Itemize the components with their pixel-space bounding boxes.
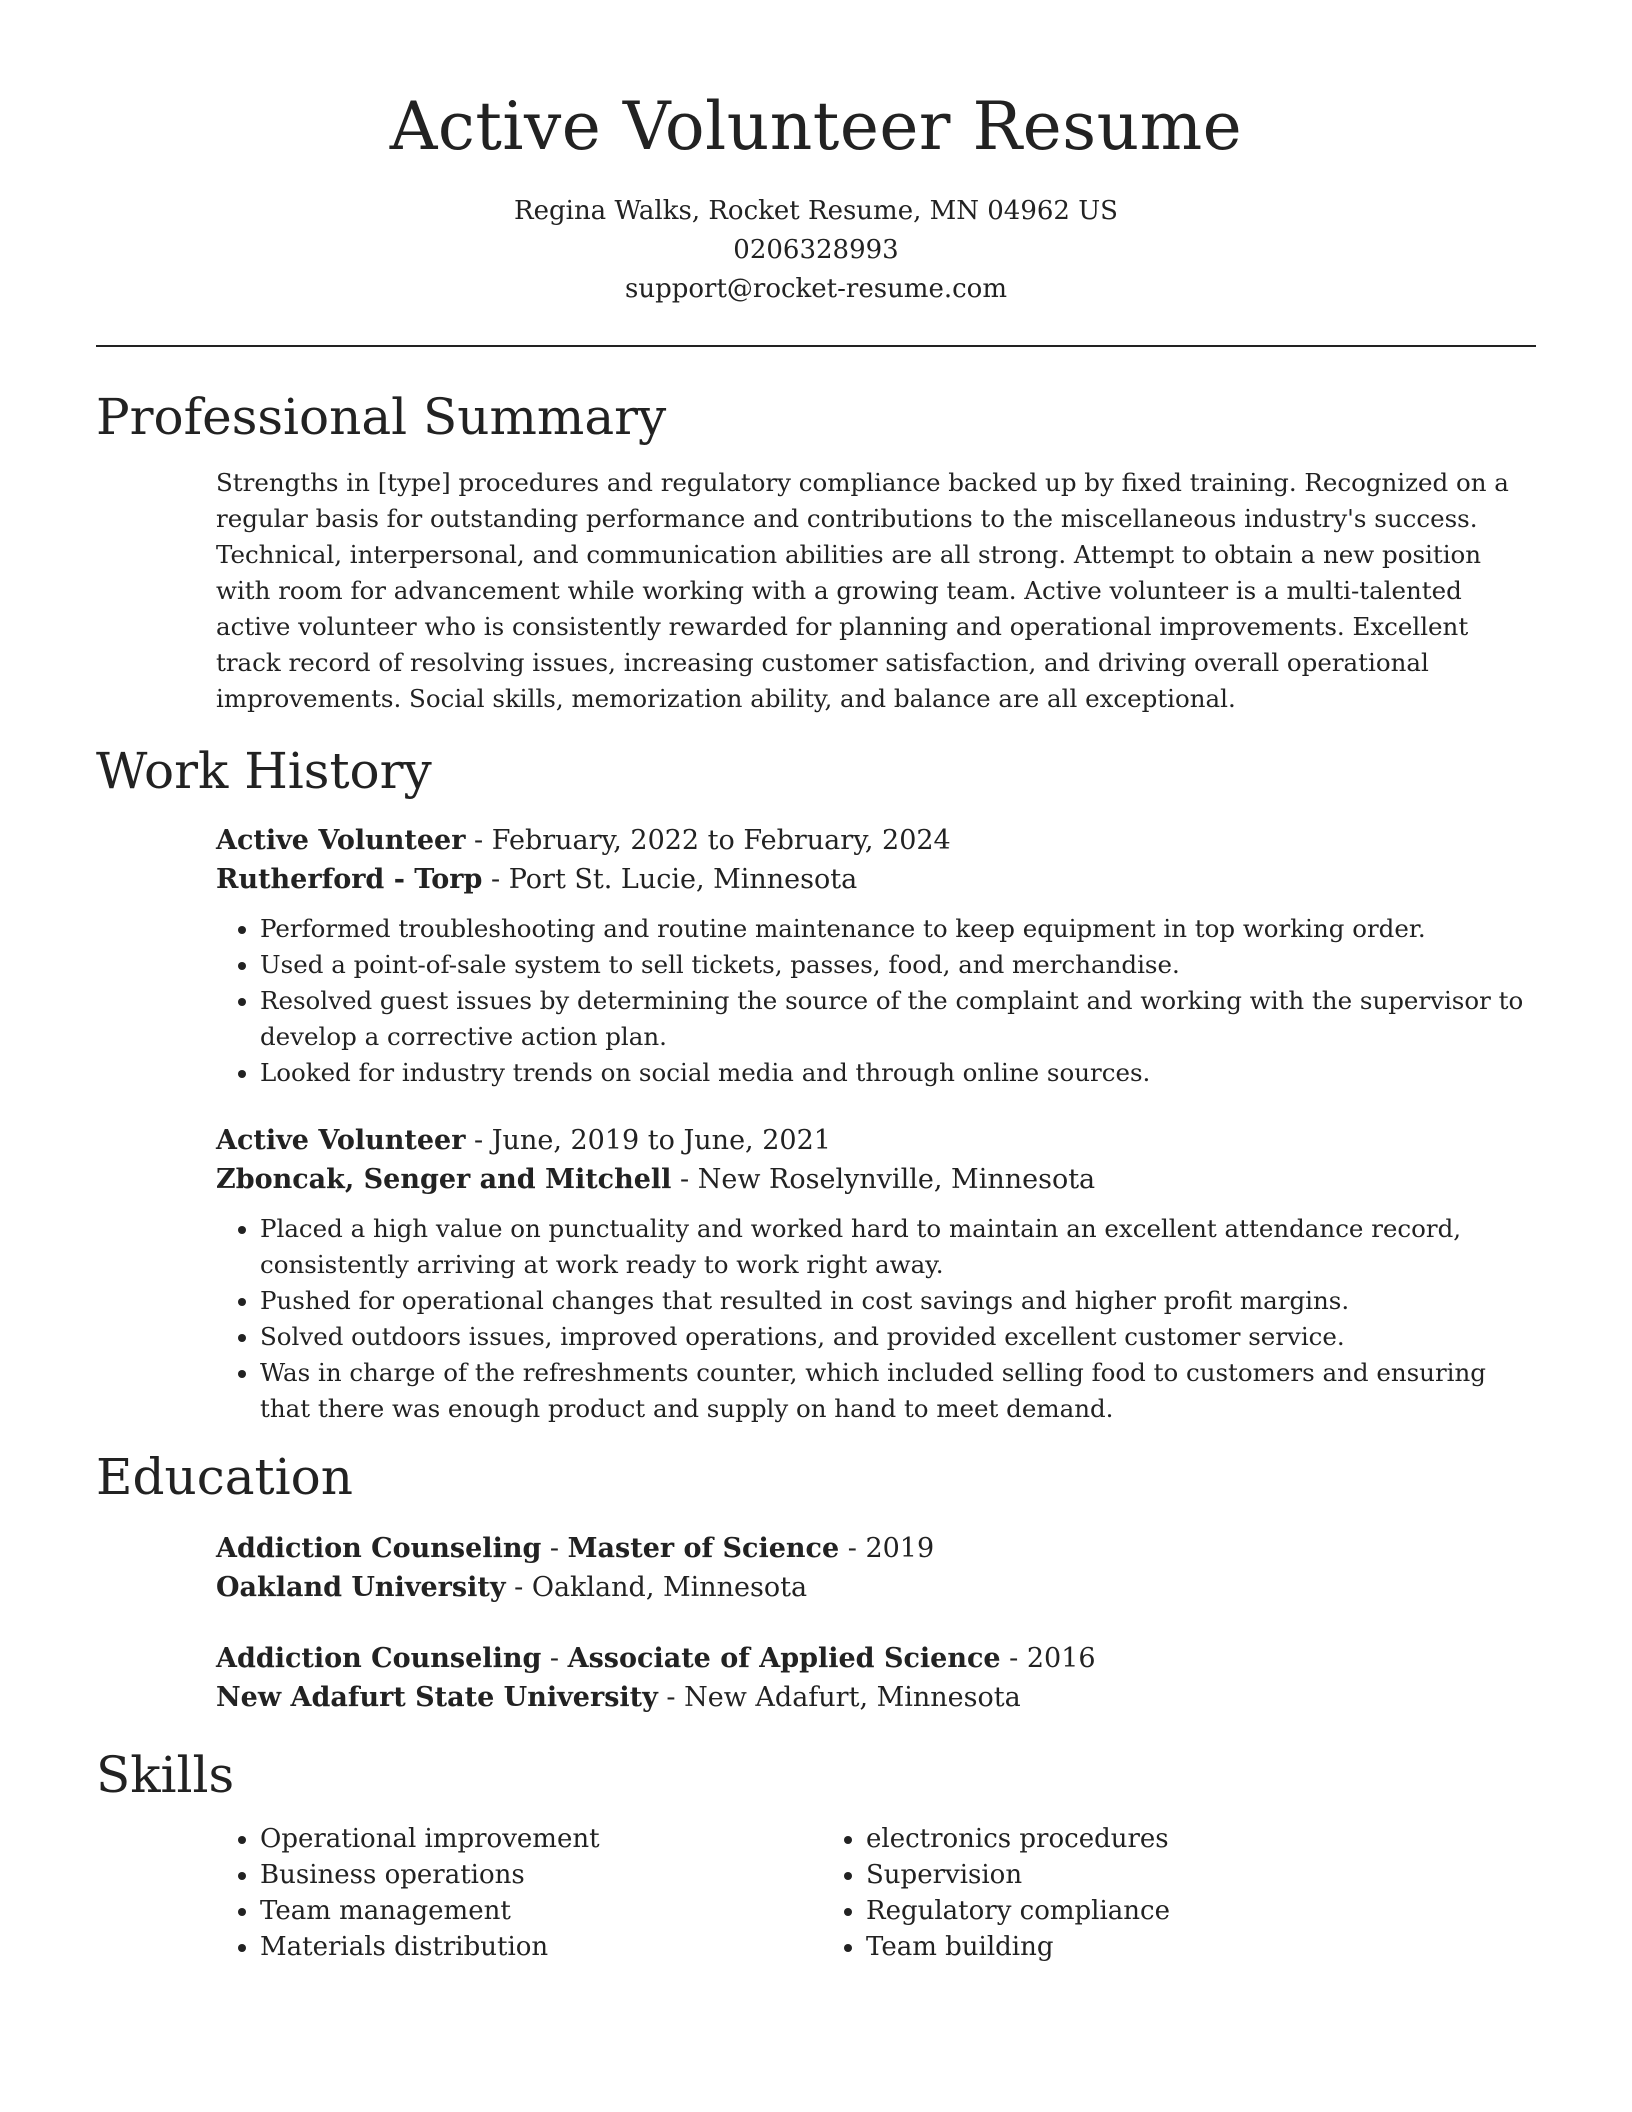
education-degree-line: Addiction Counseling - Master of Science - 2019 xyxy=(216,1533,935,1564)
education-entry xyxy=(216,1639,1536,1717)
work-history-section xyxy=(96,739,1536,1427)
education-degree-line: Addiction Counseling - Associate of Applied Science - 2016 xyxy=(216,1643,1096,1674)
job-dates: June, 2019 to June, 2021 xyxy=(491,1125,831,1156)
job-company-line: Zboncak, Senger and Mitchell - New Roselynville, Minnesota xyxy=(216,1164,1096,1195)
skill-item: • Team management xyxy=(260,1893,822,1929)
education-heading: Education xyxy=(96,1448,353,1506)
job-bullet: • Placed a high value on punctuality and worked hard to maintain an excellent attendance record, consistently arriving at work ready to work right away. xyxy=(260,1211,1536,1283)
job-title-line: Active Volunteer - June, 2019 to June, 2021 xyxy=(216,1125,831,1156)
job-bullet: • Was in charge of the refreshments counter, which included selling food to customers and ensuring that there was enough product and supply on hand to meet demand. xyxy=(260,1355,1536,1427)
job-entry xyxy=(216,1121,1536,1427)
skills-heading: Skills xyxy=(96,1746,235,1804)
job-bullet: • Used a point-of-sale system to sell tickets, passes, food, and merchandise. xyxy=(260,947,1536,983)
education-school-line: Oakland University - Oakland, Minnesota xyxy=(216,1572,808,1603)
education-location: New Adafurt, Minnesota xyxy=(684,1682,1021,1713)
contact-email: support@rocket-resume.com xyxy=(624,274,1007,304)
summary-text: Strengths in [type] procedures and regulatory compliance backed up by fixed training. Recognized on a regular basis for outstanding performance and contributions to the miscellaneous industry's success. Technical, interpersonal, and communication abilities are all strong. Attempt to obtain a new position with room for advancement while working with a growing team. Active volunteer is a multi-talented active volunteer who is consistently rewarded for planning and operational improvements. Excellent track record of resolving issues, increasing customer satisfaction, and driving overall operational improvements. Social skills, memorization ability, and balance are all exceptional. xyxy=(216,468,1509,713)
resume-title: Active Volunteer Resume xyxy=(389,88,1243,165)
job-bullet: • Resolved guest issues by determining the source of the complaint and working with the supervisor to develop a corrective action plan. xyxy=(260,983,1536,1055)
job-title: Active Volunteer xyxy=(216,1125,466,1156)
contact-block xyxy=(96,192,1536,309)
contact-address: Regina Walks, Rocket Resume, MN 04962 US xyxy=(514,196,1118,226)
education-school: Oakland University xyxy=(216,1572,506,1603)
job-dates: February, 2022 to February, 2024 xyxy=(491,825,951,856)
skill-item: • electronics procedures xyxy=(866,1821,1428,1857)
skills-list-left xyxy=(216,1821,822,1965)
job-location: New Roselynville, Minnesota xyxy=(697,1164,1096,1195)
job-company: Rutherford - Torp xyxy=(216,864,483,895)
education-year: 2016 xyxy=(1026,1643,1096,1674)
skill-item: • Business operations xyxy=(260,1857,822,1893)
education-year: 2019 xyxy=(865,1533,935,1564)
job-company: Zboncak, Senger and Mitchell xyxy=(216,1164,672,1195)
job-title-line: Active Volunteer - February, 2022 to February, 2024 xyxy=(216,825,951,856)
education-field: Addiction Counseling xyxy=(216,1643,542,1674)
job-bullet: • Looked for industry trends on social media and through online sources. xyxy=(260,1055,1536,1091)
job-bullets xyxy=(216,1211,1536,1427)
contact-phone: 0206328993 xyxy=(733,235,899,265)
summary-heading: Professional Summary xyxy=(96,388,667,446)
job-bullet: • Solved outdoors issues, improved operations, and provided excellent customer service. xyxy=(260,1319,1536,1355)
skill-item: • Operational improvement xyxy=(260,1821,822,1857)
skill-item: • Supervision xyxy=(866,1857,1428,1893)
skills-list-right xyxy=(822,1821,1428,1965)
education-field: Addiction Counseling xyxy=(216,1533,542,1564)
education-degree: Associate of Applied Science xyxy=(567,1643,1001,1674)
education-degree: Master of Science xyxy=(567,1533,840,1564)
education-school: New Adafurt State University xyxy=(216,1682,658,1713)
work-history-heading: Work History xyxy=(96,742,432,800)
job-location: Port St. Lucie, Minnesota xyxy=(508,864,858,895)
job-entry xyxy=(216,821,1536,1091)
education-entry xyxy=(216,1529,1536,1607)
education-location: Oakland, Minnesota xyxy=(531,1572,808,1603)
skill-item: • Regulatory compliance xyxy=(866,1893,1428,1929)
header-divider xyxy=(96,345,1536,347)
summary-section xyxy=(96,385,1536,717)
education-school-line: New Adafurt State University - New Adafurt, Minnesota xyxy=(216,1682,1021,1713)
skills-grid xyxy=(216,1821,1536,1965)
job-bullets xyxy=(216,911,1536,1091)
job-title: Active Volunteer xyxy=(216,825,466,856)
job-bullet: • Performed troubleshooting and routine maintenance to keep equipment in top working order. xyxy=(260,911,1536,947)
skill-item: • Team building xyxy=(866,1929,1428,1965)
job-bullet: • Pushed for operational changes that resulted in cost savings and higher profit margins. xyxy=(260,1283,1536,1319)
education-section xyxy=(96,1445,1536,1717)
skills-section xyxy=(96,1743,1536,1965)
skill-item: • Materials distribution xyxy=(260,1929,822,1965)
job-company-line: Rutherford - Torp - Port St. Lucie, Minnesota xyxy=(216,864,858,895)
resume-page xyxy=(96,0,1536,1965)
